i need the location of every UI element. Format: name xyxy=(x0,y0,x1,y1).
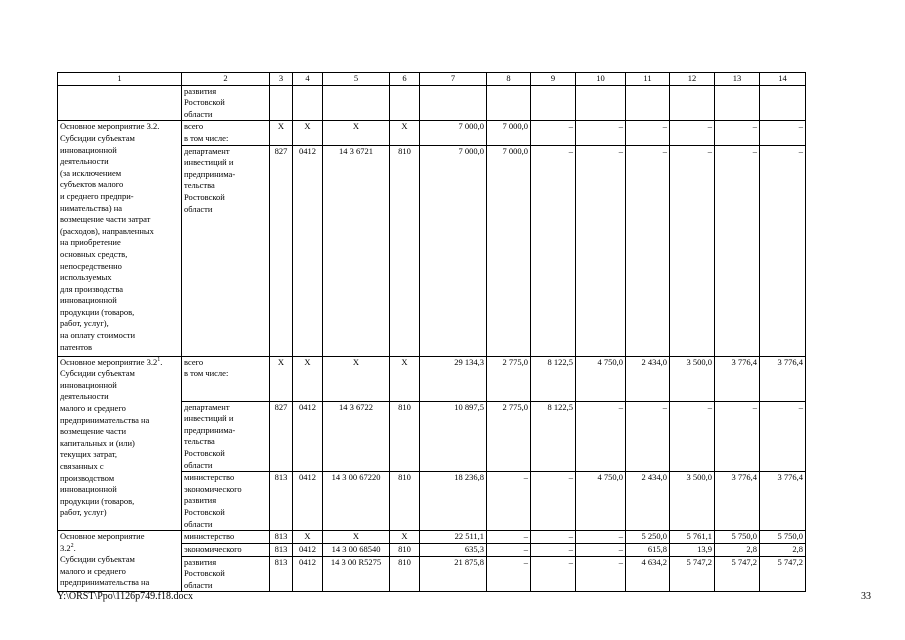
activity-name-cell: Основное мероприятие $3.2^1$. Субсидии субъектам инновационной деятельности малого и среднего предпринимательства на возмещение части капитальных и (или) текущих затрат, связанных с производством инновационной продукции (товаров, работ, услуг) xyxy=(58,356,182,531)
value-cell: 2 434,0 xyxy=(626,472,670,531)
value-cell: Х xyxy=(293,121,323,145)
value-cell: Х xyxy=(293,531,323,544)
value-cell: 8 122,5 xyxy=(531,356,576,401)
value-cell: – xyxy=(531,121,576,145)
activity-name-cell: Основное мероприятие 3.2. Субсидии субъектам инновационной деятельности (за исключением субъектов малого и среднего предпри- нимательства) на возмещение части затрат (расходов), направленных на приобретение основных средств, непосредственно используемых для производства инновационной продукции (товаров, работ, услуг), на оплату стоимости патентов xyxy=(58,121,182,356)
value-cell: 2 775,0 xyxy=(487,356,531,401)
value-cell: – xyxy=(531,531,576,544)
col-header: 4 xyxy=(293,73,323,86)
value-cell: 0412 xyxy=(293,401,323,472)
value-cell: 635,3 xyxy=(420,544,487,557)
value-cell: 22 511,1 xyxy=(420,531,487,544)
value-cell: – xyxy=(487,531,531,544)
value-cell: 0412 xyxy=(293,556,323,592)
col-header: 5 xyxy=(323,73,390,86)
value-cell: – xyxy=(760,401,806,472)
activity-name-cell xyxy=(58,85,182,121)
value-cell: – xyxy=(670,121,715,145)
table-row xyxy=(58,85,806,121)
col-header: 8 xyxy=(487,73,531,86)
budget-table xyxy=(57,72,806,592)
responsible-executor-cell: министерство xyxy=(182,531,270,544)
value-cell: – xyxy=(531,544,576,557)
value-cell: 5 750,0 xyxy=(715,531,760,544)
value-cell: – xyxy=(576,145,626,356)
value-cell: 2,8 xyxy=(715,544,760,557)
col-header: 12 xyxy=(670,73,715,86)
value-cell xyxy=(270,85,293,121)
value-cell: 813 xyxy=(270,472,293,531)
col-header: 10 xyxy=(576,73,626,86)
value-cell: 2,8 xyxy=(760,544,806,557)
table-row xyxy=(58,531,806,544)
value-cell: – xyxy=(531,472,576,531)
value-cell: Х xyxy=(323,531,390,544)
value-cell: 2 775,0 xyxy=(487,401,531,472)
value-cell: – xyxy=(576,401,626,472)
value-cell: Х xyxy=(323,356,390,401)
table-row xyxy=(58,356,806,401)
responsible-executor-cell: экономического xyxy=(182,544,270,557)
value-cell xyxy=(293,85,323,121)
col-header: 2 xyxy=(182,73,270,86)
value-cell: 13,9 xyxy=(670,544,715,557)
col-header: 7 xyxy=(420,73,487,86)
value-cell: 14 3 6721 xyxy=(323,145,390,356)
value-cell: 14 3 00 68540 xyxy=(323,544,390,557)
value-cell: – xyxy=(670,401,715,472)
col-header: 9 xyxy=(531,73,576,86)
value-cell: – xyxy=(576,531,626,544)
value-cell: 7 000,0 xyxy=(420,145,487,356)
value-cell: – xyxy=(576,121,626,145)
value-cell: 18 236,8 xyxy=(420,472,487,531)
value-cell: 7 000,0 xyxy=(420,121,487,145)
value-cell: – xyxy=(760,121,806,145)
value-cell: Х xyxy=(270,356,293,401)
value-cell: 21 875,8 xyxy=(420,556,487,592)
value-cell: 813 xyxy=(270,531,293,544)
page-number: 33 xyxy=(861,591,871,602)
footer-file-path: Y:\ORST\Ppo\1126p749.f18.docx xyxy=(57,591,193,602)
value-cell xyxy=(715,85,760,121)
value-cell: – xyxy=(760,145,806,356)
responsible-executor-cell: всего в том числе: xyxy=(182,121,270,145)
value-cell: 4 634,2 xyxy=(626,556,670,592)
value-cell: 5 750,0 xyxy=(760,531,806,544)
header-row xyxy=(58,73,806,86)
value-cell: 810 xyxy=(390,544,420,557)
value-cell: – xyxy=(487,544,531,557)
value-cell xyxy=(626,85,670,121)
value-cell: 5 761,1 xyxy=(670,531,715,544)
value-cell: – xyxy=(715,145,760,356)
table-row xyxy=(58,121,806,145)
value-cell: 0412 xyxy=(293,145,323,356)
col-header: 11 xyxy=(626,73,670,86)
value-cell: – xyxy=(531,145,576,356)
value-cell xyxy=(760,85,806,121)
responsible-executor-cell: развития Ростовской области xyxy=(182,85,270,121)
value-cell xyxy=(576,85,626,121)
value-cell: 5 747,2 xyxy=(670,556,715,592)
value-cell: – xyxy=(487,556,531,592)
value-cell: – xyxy=(715,121,760,145)
col-header: 6 xyxy=(390,73,420,86)
value-cell: 827 xyxy=(270,401,293,472)
value-cell: 14 3 00 67220 xyxy=(323,472,390,531)
responsible-executor-cell: развития Ростовской области xyxy=(182,556,270,592)
value-cell: 3 500,0 xyxy=(670,472,715,531)
value-cell: – xyxy=(487,472,531,531)
responsible-executor-cell: департамент инвестиций и предпринима- тельства Ростовской области xyxy=(182,145,270,356)
value-cell: Х xyxy=(323,121,390,145)
value-cell: 3 776,4 xyxy=(715,472,760,531)
value-cell: – xyxy=(531,556,576,592)
value-cell xyxy=(487,85,531,121)
value-cell: 0412 xyxy=(293,544,323,557)
col-header: 13 xyxy=(715,73,760,86)
value-cell: Х xyxy=(390,531,420,544)
value-cell xyxy=(323,85,390,121)
value-cell: Х xyxy=(293,356,323,401)
value-cell: 810 xyxy=(390,145,420,356)
table-body xyxy=(58,85,806,592)
value-cell xyxy=(531,85,576,121)
value-cell: 827 xyxy=(270,145,293,356)
value-cell: 3 776,4 xyxy=(715,356,760,401)
value-cell: 5 747,2 xyxy=(715,556,760,592)
responsible-executor-cell: министерство экономического развития Ростовской области xyxy=(182,472,270,531)
value-cell: 14 3 00 R5275 xyxy=(323,556,390,592)
value-cell: 810 xyxy=(390,401,420,472)
value-cell: 7 000,0 xyxy=(487,145,531,356)
value-cell: 29 134,3 xyxy=(420,356,487,401)
value-cell: 8 122,5 xyxy=(531,401,576,472)
col-header: 14 xyxy=(760,73,806,86)
value-cell: – xyxy=(576,556,626,592)
value-cell: – xyxy=(626,121,670,145)
value-cell: 810 xyxy=(390,472,420,531)
value-cell: – xyxy=(670,145,715,356)
value-cell: 10 897,5 xyxy=(420,401,487,472)
responsible-executor-cell: всего в том числе: xyxy=(182,356,270,401)
value-cell xyxy=(670,85,715,121)
value-cell: 3 500,0 xyxy=(670,356,715,401)
value-cell: 813 xyxy=(270,544,293,557)
value-cell xyxy=(390,85,420,121)
value-cell: 2 434,0 xyxy=(626,356,670,401)
value-cell: 810 xyxy=(390,556,420,592)
value-cell: Х xyxy=(270,121,293,145)
value-cell: 0412 xyxy=(293,472,323,531)
col-header: 1 xyxy=(58,73,182,86)
activity-name-cell: Основное мероприятие $3.2^2$. Субсидии субъектам малого и среднего предпринимательства на xyxy=(58,531,182,592)
value-cell xyxy=(420,85,487,121)
value-cell: 813 xyxy=(270,556,293,592)
value-cell: 4 750,0 xyxy=(576,356,626,401)
value-cell: – xyxy=(626,401,670,472)
value-cell: – xyxy=(626,145,670,356)
value-cell: 7 000,0 xyxy=(487,121,531,145)
value-cell: 5 250,0 xyxy=(626,531,670,544)
value-cell: – xyxy=(715,401,760,472)
responsible-executor-cell: департамент инвестиций и предпринима- тельства Ростовской области xyxy=(182,401,270,472)
value-cell: Х xyxy=(390,356,420,401)
value-cell: 14 3 6722 xyxy=(323,401,390,472)
value-cell: 615,8 xyxy=(626,544,670,557)
value-cell: 3 776,4 xyxy=(760,472,806,531)
value-cell: Х xyxy=(390,121,420,145)
value-cell: – xyxy=(576,544,626,557)
value-cell: 4 750,0 xyxy=(576,472,626,531)
value-cell: 5 747,2 xyxy=(760,556,806,592)
col-header: 3 xyxy=(270,73,293,86)
value-cell: 3 776,4 xyxy=(760,356,806,401)
